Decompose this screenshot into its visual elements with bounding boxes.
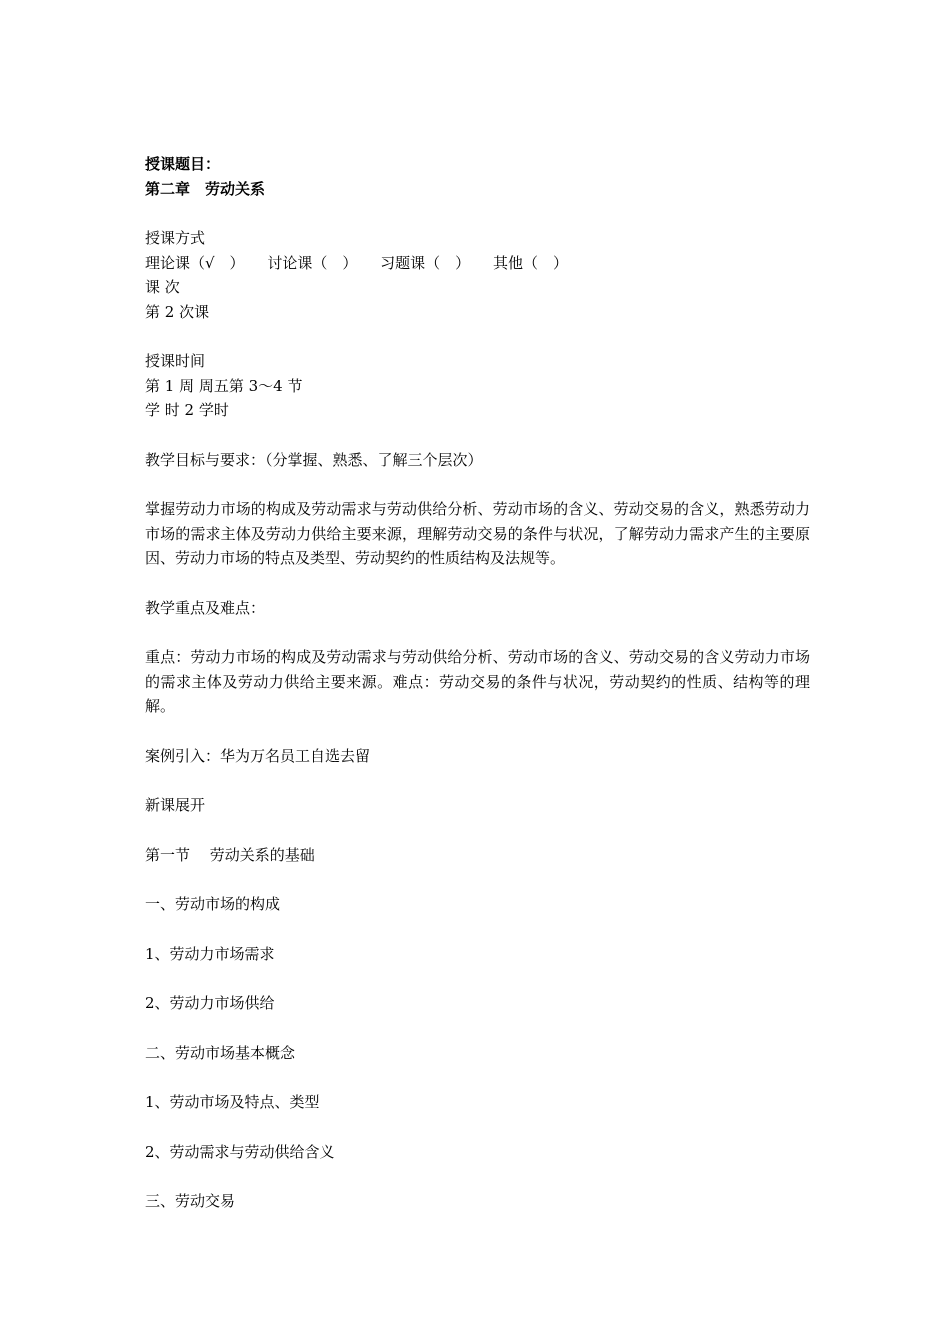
schedule-value: 第 1 周 周五第 3～4 节 xyxy=(145,376,303,395)
spacer xyxy=(145,620,810,645)
spacer xyxy=(145,201,810,226)
objectives-heading: 教学目标与要求：（分掌握、熟悉、了解三个层次） xyxy=(145,450,483,469)
document-content xyxy=(145,152,810,1214)
session-value: 第 2 次课 xyxy=(145,302,210,321)
session-label: 课 次 xyxy=(145,278,180,296)
mode-option-exercise: 习题课（ ） xyxy=(380,253,471,272)
mode-option-other: 其他（ ） xyxy=(492,253,568,272)
chapter-title: 第二章 劳动关系 xyxy=(145,179,266,198)
outline-section-title: 第一节 劳动关系的基础 xyxy=(145,845,315,864)
outline-item: 1、劳动力市场需求 xyxy=(145,944,275,963)
outline-item: 二、劳动市场基本概念 xyxy=(145,1043,296,1062)
credit-hours: 学 时 2 学时 xyxy=(145,401,229,419)
teaching-mode-label: 授课方式 xyxy=(145,229,206,247)
spacer xyxy=(145,1164,810,1189)
spacer xyxy=(145,719,810,744)
key-points-body: 重点：劳动力市场的构成及劳动需求与劳动供给分析、劳动市场的含义、劳动交易的含义劳动力市场的需求主体及劳动力供给主要来源。难点：劳动交易的条件与状况，劳动契约的性质、结构等的理解。 xyxy=(145,648,810,715)
objectives-body: 掌握劳动力市场的构成及劳动需求与劳动供给分析、劳动市场的含义、劳动交易的含义，熟悉劳动力市场的需求主体及劳动力供给主要来源，理解劳动交易的条件与状况，了解劳动力需求产生的主要原因、劳动力市场的特点及类型、劳动契约的性质结构及法规等。 xyxy=(145,500,810,567)
mode-option-discussion: 讨论课（ ） xyxy=(267,253,358,272)
spacer xyxy=(145,1065,810,1090)
spacer xyxy=(145,472,810,497)
outline-item: 1、劳动市场及特点、类型 xyxy=(145,1093,320,1111)
spacer xyxy=(145,917,810,942)
spacer xyxy=(145,966,810,991)
spacer xyxy=(145,1016,810,1041)
case-intro: 案例引入：华为万名员工自选去留 xyxy=(145,746,371,765)
mode-option-lecture: 理论课（√ ） xyxy=(145,253,245,272)
spacer xyxy=(145,867,810,892)
schedule-label: 授课时间 xyxy=(145,352,206,370)
teaching-mode-options xyxy=(145,251,810,276)
outline-item: 2、劳动需求与劳动供给含义 xyxy=(145,1142,335,1161)
new-lesson-heading: 新课展开 xyxy=(145,796,206,814)
spacer xyxy=(145,768,810,793)
topic-label: 授课题目： xyxy=(145,155,221,173)
spacer xyxy=(145,571,810,596)
key-points-heading: 教学重点及难点： xyxy=(145,598,266,617)
outline-item: 三、劳动交易 xyxy=(145,1192,236,1210)
spacer xyxy=(145,1115,810,1140)
outline-item: 一、劳动市场的构成 xyxy=(145,895,281,913)
spacer xyxy=(145,818,810,843)
outline-item: 2、劳动力市场供给 xyxy=(145,994,275,1012)
spacer xyxy=(145,324,810,349)
spacer xyxy=(145,423,810,448)
